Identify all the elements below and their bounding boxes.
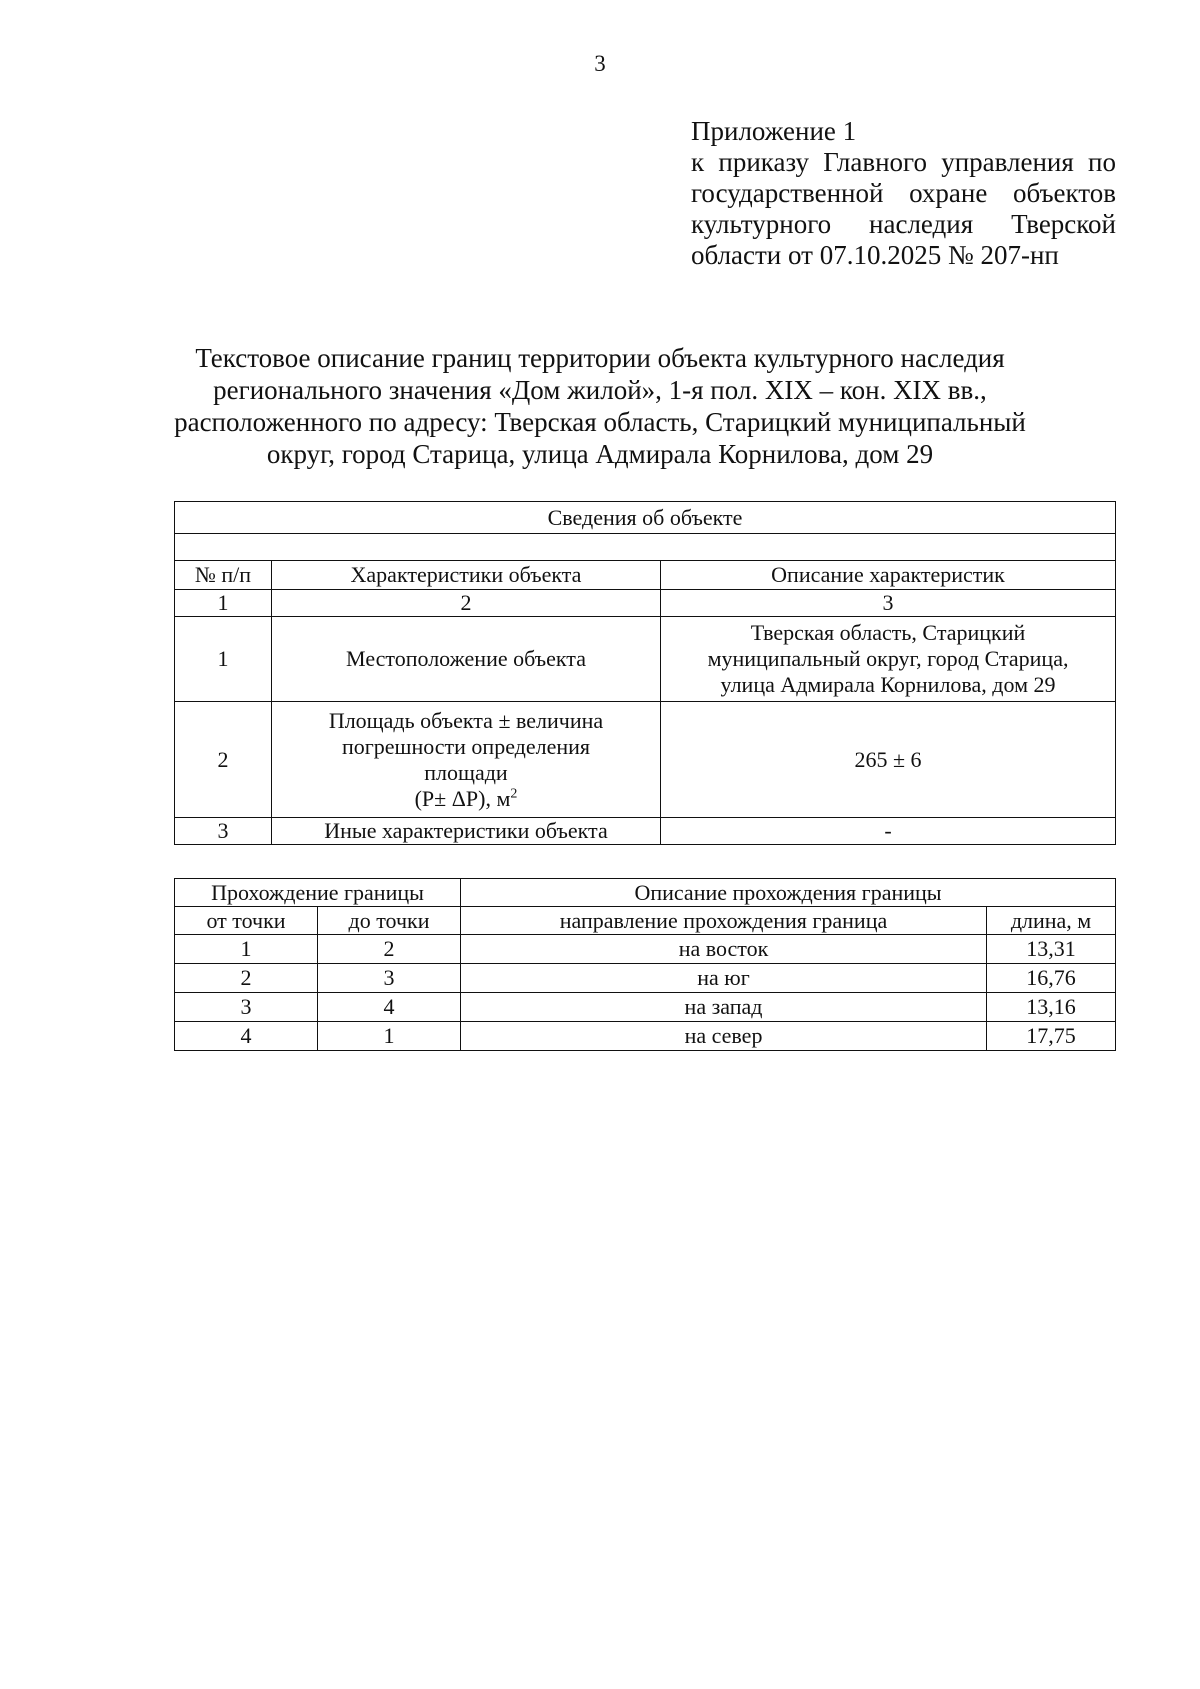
appendix-line-1: к приказу Главного управления по xyxy=(691,147,1116,177)
table-header-row xyxy=(175,907,1116,935)
row-description: 265 ± 6 xyxy=(661,702,1116,818)
direction: на север xyxy=(461,1022,987,1051)
appendix-line-2: государственной охране объектов xyxy=(691,178,1116,208)
direction: на восток xyxy=(461,935,987,964)
row-characteristic: Иные характеристики объекта xyxy=(272,818,661,845)
column-number: 3 xyxy=(661,590,1116,617)
header-from-point: от точки xyxy=(175,907,318,935)
row-description xyxy=(661,617,1116,702)
header-description: Описание характеристик xyxy=(661,561,1116,590)
column-number: 1 xyxy=(175,590,272,617)
appendix-line-4: области от 07.10.2025 № 207-нп xyxy=(691,240,1059,270)
to-point: 4 xyxy=(318,993,461,1022)
page-number: 3 xyxy=(594,51,606,76)
length: 16,76 xyxy=(987,964,1116,993)
characteristic-line xyxy=(276,786,656,812)
description-line: улица Адмирала Корнилова, дом 29 xyxy=(720,672,1056,697)
table-row xyxy=(175,964,1116,993)
document-title-line-4: округ, город Старица, улица Адмирала Корнилова, дом 29 xyxy=(266,439,934,469)
row-num: 1 xyxy=(175,617,272,702)
length: 17,75 xyxy=(987,1022,1116,1051)
header-characteristic: Характеристики объекта xyxy=(272,561,661,590)
table-header-row xyxy=(175,561,1116,590)
description-line: муниципальный округ, город Старица, xyxy=(707,646,1069,671)
row-characteristic: Местоположение объекта xyxy=(272,617,661,702)
object-info-table xyxy=(174,501,1116,845)
direction: на юг xyxy=(461,964,987,993)
boundary-table xyxy=(174,878,1116,1051)
table-row xyxy=(175,502,1116,534)
table-row xyxy=(175,993,1116,1022)
characteristic-line: погрешности определения xyxy=(341,733,591,759)
from-point: 2 xyxy=(175,964,318,993)
characteristic-line: Площадь объекта ± величина xyxy=(328,707,604,733)
to-point: 3 xyxy=(318,964,461,993)
header-direction: направление прохождения граница xyxy=(461,907,987,935)
row-description: - xyxy=(661,818,1116,845)
to-point: 2 xyxy=(318,935,461,964)
column-number: 2 xyxy=(272,590,661,617)
header-num: № п/п xyxy=(175,561,272,590)
description-line: Тверская область, Старицкий xyxy=(750,620,1026,645)
to-point: 1 xyxy=(318,1022,461,1051)
length: 13,16 xyxy=(987,993,1116,1022)
from-point: 1 xyxy=(175,935,318,964)
table-row xyxy=(175,617,1116,702)
header-to-point: до точки xyxy=(318,907,461,935)
length: 13,31 xyxy=(987,935,1116,964)
table-row xyxy=(175,1022,1116,1051)
table-row xyxy=(175,534,1116,561)
object-info-section-title: Сведения об объекте xyxy=(175,502,1116,534)
area-formula: (Р± ΔР), м xyxy=(414,785,511,811)
document-title xyxy=(150,342,1050,470)
appendix-header xyxy=(691,116,1116,271)
characteristic-line: площади xyxy=(424,759,508,785)
table-row xyxy=(175,935,1116,964)
table-row xyxy=(175,818,1116,845)
row-characteristic xyxy=(272,702,661,818)
square-superscript: 2 xyxy=(510,786,518,802)
empty-row xyxy=(175,534,1116,561)
from-point: 3 xyxy=(175,993,318,1022)
header-length: длина, м xyxy=(987,907,1116,935)
column-number-row xyxy=(175,590,1116,617)
header-passage-description: Описание прохождения границы xyxy=(461,879,1116,907)
row-num: 2 xyxy=(175,702,272,818)
appendix-line-3: культурного наследия Тверской xyxy=(691,209,1116,239)
row-num: 3 xyxy=(175,818,272,845)
table-header-row xyxy=(175,879,1116,907)
document-title-line-3: расположенного по адресу: Тверская область, Старицкий муниципальный xyxy=(174,407,1026,437)
direction: на запад xyxy=(461,993,987,1022)
appendix-title: Приложение 1 xyxy=(691,116,857,146)
document-title-line-1: Текстовое описание границ территории объекта культурного наследия xyxy=(195,343,1005,373)
header-passage: Прохождение границы xyxy=(175,879,461,907)
from-point: 4 xyxy=(175,1022,318,1051)
document-title-line-2: регионального значения «Дом жилой», 1-я пол. XIX – кон. XIX вв., xyxy=(213,375,987,405)
table-row xyxy=(175,702,1116,818)
